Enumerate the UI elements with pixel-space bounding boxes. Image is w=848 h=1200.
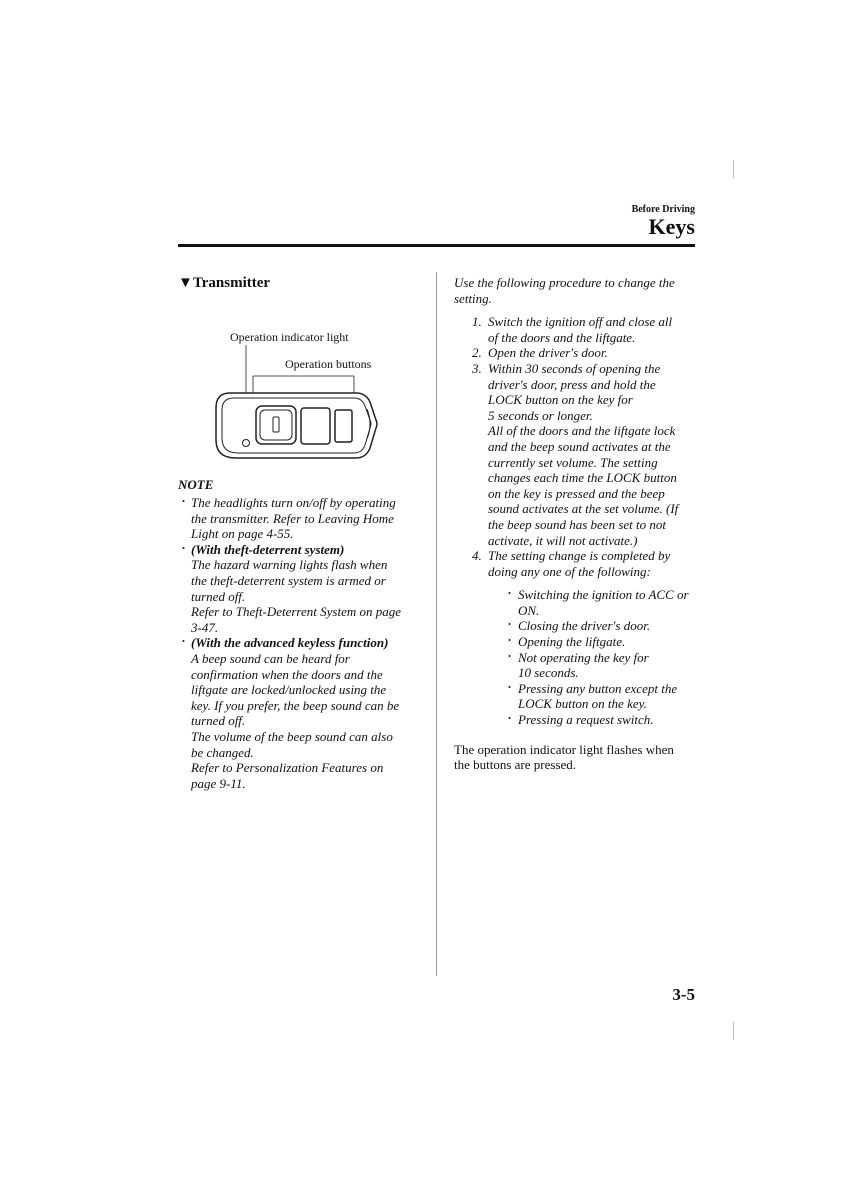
crop-mark-bottom [733, 1022, 734, 1040]
step-line: currently set volume. The setting [488, 454, 658, 470]
right-column [454, 275, 699, 773]
transmitter-figure [178, 298, 423, 473]
step-line: and the beep sound activates at the [488, 438, 671, 454]
note-condition: (With the advanced keyless function) [191, 635, 389, 651]
bullet-icon: ・ [504, 635, 515, 648]
step-line: Switch the ignition off and close all [488, 314, 673, 330]
option-item [504, 587, 699, 618]
closing-line: the buttons are pressed. [454, 757, 577, 773]
step-line: Within 30 seconds of opening the [488, 360, 661, 376]
note-line: turned off. [191, 713, 246, 729]
page-number: 3-5 [672, 985, 695, 1004]
step-line: the beep sound has been set to not [488, 516, 666, 532]
closing-line: The operation indicator light flashes when [454, 741, 674, 757]
note-item [178, 542, 423, 636]
step-line: doing any one of the following: [488, 563, 651, 579]
column-divider [436, 272, 437, 976]
bullet-icon: ・ [504, 619, 515, 632]
note-line: The hazard warning lights flash when [191, 557, 388, 573]
step-line: 5 seconds or longer. [488, 407, 593, 423]
step-item [472, 548, 699, 728]
procedure-intro [454, 275, 699, 306]
operation-buttons-label: Operation buttons [285, 357, 372, 371]
bullet-icon: ・ [178, 636, 189, 649]
note-line: key. If you prefer, the beep sound can be [191, 697, 400, 713]
option-item [504, 712, 699, 728]
completion-options [488, 587, 699, 727]
option-line: Not operating the key for [518, 649, 649, 665]
section-header: Before Driving [631, 204, 695, 215]
option-line: 10 seconds. [518, 665, 579, 681]
step-number: 3. [472, 360, 482, 376]
key-fob-illustration [178, 298, 423, 473]
header-rule [178, 244, 695, 247]
bullet-icon: ・ [504, 713, 515, 726]
section-heading-text: Transmitter [192, 275, 271, 291]
option-item [504, 650, 699, 681]
option-line: Closing the driver's door. [518, 618, 651, 634]
note-title: NOTE [178, 477, 214, 492]
note-line: liftgate are locked/unlocked using the [191, 682, 387, 698]
option-item [504, 634, 699, 650]
option-item [504, 618, 699, 634]
step-item [472, 345, 699, 361]
note-line: The headlights turn on/off by operating [191, 495, 396, 510]
step-item [472, 314, 699, 345]
option-item [504, 681, 699, 712]
section-heading [178, 275, 423, 292]
page-title: Keys [648, 214, 695, 239]
step-line: driver's door, press and hold the [488, 376, 656, 392]
step-number: 2. [472, 345, 482, 361]
step-line: of the doors and the liftgate. [488, 329, 636, 345]
triangle-marker-icon: ▼ [178, 275, 193, 291]
step-item [472, 361, 699, 548]
note-line: 3-47. [191, 619, 219, 635]
note-line: The volume of the beep sound can also [191, 728, 393, 744]
step-line: sound activates at the set volume. (If [488, 501, 679, 517]
note-line: page 9-11. [191, 775, 246, 791]
note-line: Refer to Theft-Deterrent System on page [191, 604, 401, 620]
indicator-light-label: Operation indicator light [230, 330, 349, 344]
closing-paragraph [454, 742, 699, 773]
step-number: 1. [472, 314, 482, 330]
bullet-icon: ・ [504, 588, 515, 601]
step-line: on the key is pressed and the beep [488, 485, 665, 501]
option-line: Pressing any button except the [518, 680, 678, 696]
note-line: turned off. [191, 588, 246, 604]
note-line: A beep sound can be heard for [191, 650, 350, 666]
step-line: All of the doors and the liftgate lock [488, 423, 676, 439]
note-line: Refer to Personalization Features on [191, 760, 384, 776]
step-line: LOCK button on the key for [488, 392, 633, 408]
procedure-steps [454, 314, 699, 727]
note-line: Light on page 4-55. [191, 526, 294, 542]
step-line: The setting change is completed by [488, 548, 671, 564]
option-line: Pressing a request switch. [518, 712, 654, 728]
note-line: the theft-deterrent system is armed or [191, 572, 386, 588]
bullet-icon: ・ [178, 496, 189, 508]
option-line: ON. [518, 602, 540, 618]
bullet-icon: ・ [504, 650, 515, 663]
note-condition: (With theft-deterrent system) [191, 541, 345, 557]
left-column [178, 275, 423, 791]
step-line: changes each time the LOCK button [488, 470, 677, 486]
step-number: 4. [472, 548, 482, 564]
note-line: the transmitter. Refer to Leaving Home [191, 510, 394, 526]
intro-line: Use the following procedure to change the [454, 275, 675, 290]
note-item [178, 635, 423, 791]
intro-line: setting. [454, 290, 492, 306]
step-line: activate, it will not activate.) [488, 532, 638, 548]
bullet-icon: ・ [504, 681, 515, 694]
note-line: confirmation when the doors and the [191, 666, 383, 682]
note-item [178, 495, 423, 542]
crop-mark-top [733, 160, 734, 178]
bullet-icon: ・ [178, 542, 189, 555]
note-line: be changed. [191, 744, 254, 760]
note-list [178, 495, 423, 791]
option-line: Switching the ignition to ACC or [518, 587, 689, 603]
step-line: Open the driver's door. [488, 345, 608, 361]
option-line: LOCK button on the key. [518, 696, 647, 712]
option-line: Opening the liftgate. [518, 634, 626, 650]
